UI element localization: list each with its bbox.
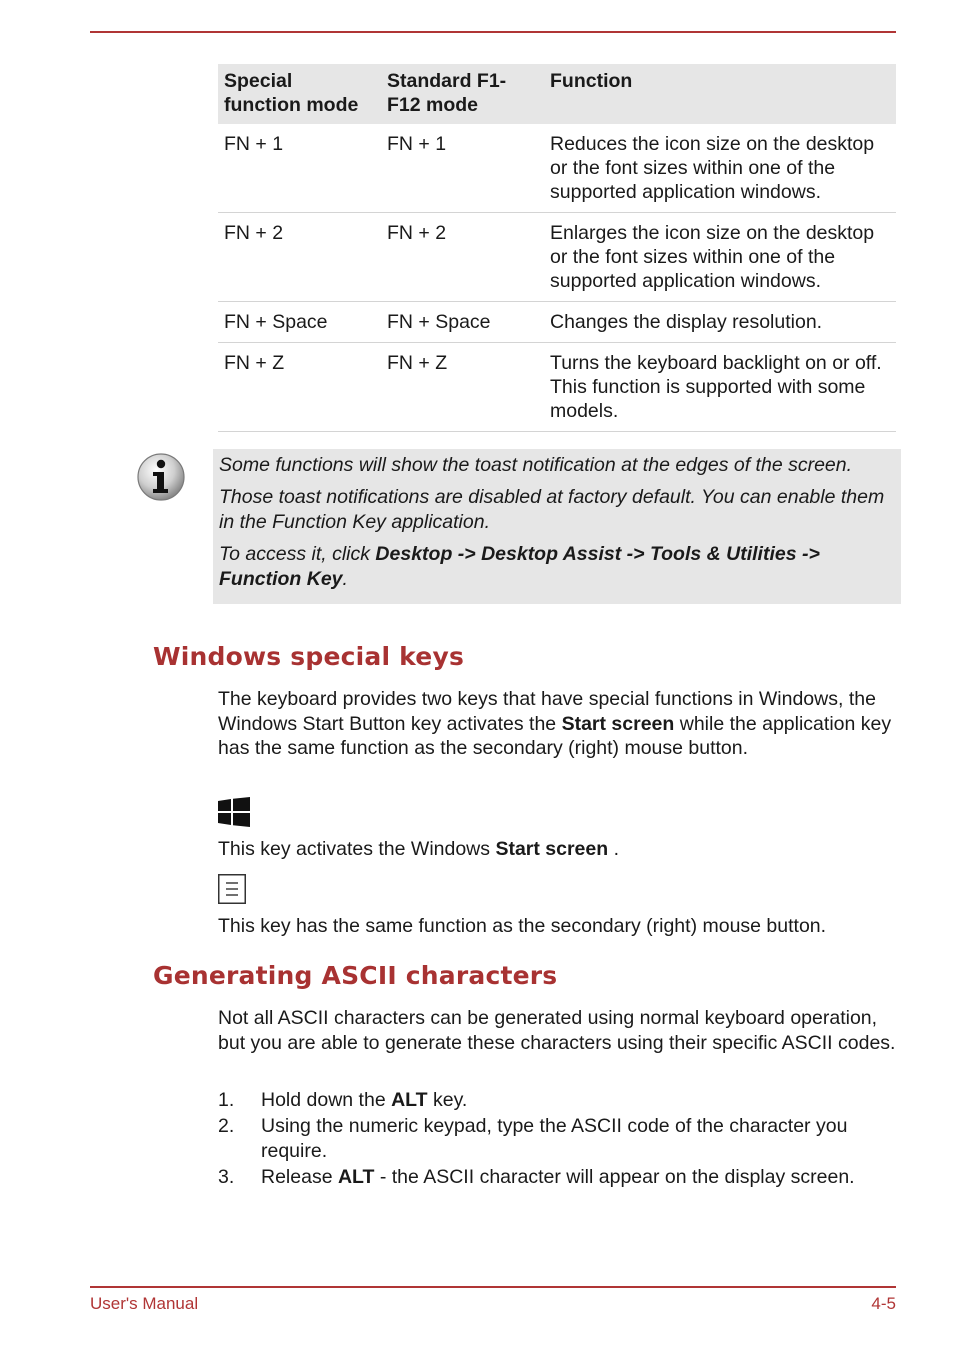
note-line: Those toast notifications are disabled at factory default. You can enable them in the Function Key application.	[219, 486, 885, 533]
table-row	[218, 213, 896, 302]
table-row	[218, 302, 896, 343]
cell-function: Turns the keyboard backlight on or off. This function is supported with some models.	[544, 343, 896, 432]
cell-function: Enlarges the icon size on the desktop or the font sizes within one of the supported application windows.	[544, 213, 896, 302]
section-heading-windows-keys: Windows special keys	[153, 642, 465, 671]
menu-path: Desktop -> Desktop Assist -> Tools & Utilities -> Function Key	[219, 543, 820, 590]
cell-function: Changes the display resolution.	[544, 302, 896, 343]
cell-special: FN + 1	[218, 124, 381, 213]
cell-standard: FN + 1	[381, 124, 544, 213]
application-menu-key-icon	[218, 874, 246, 904]
bottom-rule	[90, 1286, 896, 1288]
table-row	[218, 343, 896, 432]
windows-key-description: This key activates the Windows Start screen .	[218, 838, 620, 860]
cell-standard: FN + Z	[381, 343, 544, 432]
table-row	[218, 124, 896, 213]
footer-page-number: 4-5	[871, 1294, 896, 1313]
column-header-function: Function	[544, 64, 896, 124]
top-rule	[90, 31, 896, 33]
footer-manual-title: User's Manual	[90, 1294, 199, 1313]
cell-special: FN + Space	[218, 302, 381, 343]
cell-standard: FN + Space	[381, 302, 544, 343]
section-heading-ascii: Generating ASCII characters	[153, 961, 558, 990]
windows-keys-intro: The keyboard provides two keys that have special functions in Windows, the Windows Start Button key activates the Start screen while the application key has the same function as the secondary (right) mouse button.	[218, 688, 892, 759]
cell-special: FN + 2	[218, 213, 381, 302]
list-item: 1. Hold down the ALT key.	[218, 1089, 468, 1111]
cell-standard: FN + 2	[381, 213, 544, 302]
cell-function: Reduces the icon size on the desktop or the font sizes within one of the supported application windows.	[544, 124, 896, 213]
list-item: 2. Using the numeric keypad, type the ASCII code of the character you require.	[218, 1115, 848, 1162]
function-key-table	[218, 64, 896, 432]
application-key-description: This key has the same function as the secondary (right) mouse button.	[218, 915, 827, 937]
note-line: To access it, click Desktop -> Desktop Assist -> Tools & Utilities -> Function Key.	[219, 543, 820, 590]
ascii-steps-list	[218, 1088, 898, 1191]
column-header-special: Special function mode	[218, 64, 381, 124]
cell-special: FN + Z	[218, 343, 381, 432]
list-item: 3. Release ALT - the ASCII character will appear on the display screen.	[218, 1166, 855, 1188]
windows-logo-icon	[218, 797, 250, 827]
ascii-intro: Not all ASCII characters can be generated using normal keyboard operation, but you are able to generate these characters using their specific ASCII codes.	[218, 1007, 896, 1054]
column-header-standard: Standard F1- F12 mode	[381, 64, 544, 124]
table-header-row	[218, 64, 896, 124]
note-line: Some functions will show the toast notification at the edges of the screen.	[219, 454, 853, 476]
info-icon	[136, 452, 186, 502]
note-box	[213, 449, 901, 604]
